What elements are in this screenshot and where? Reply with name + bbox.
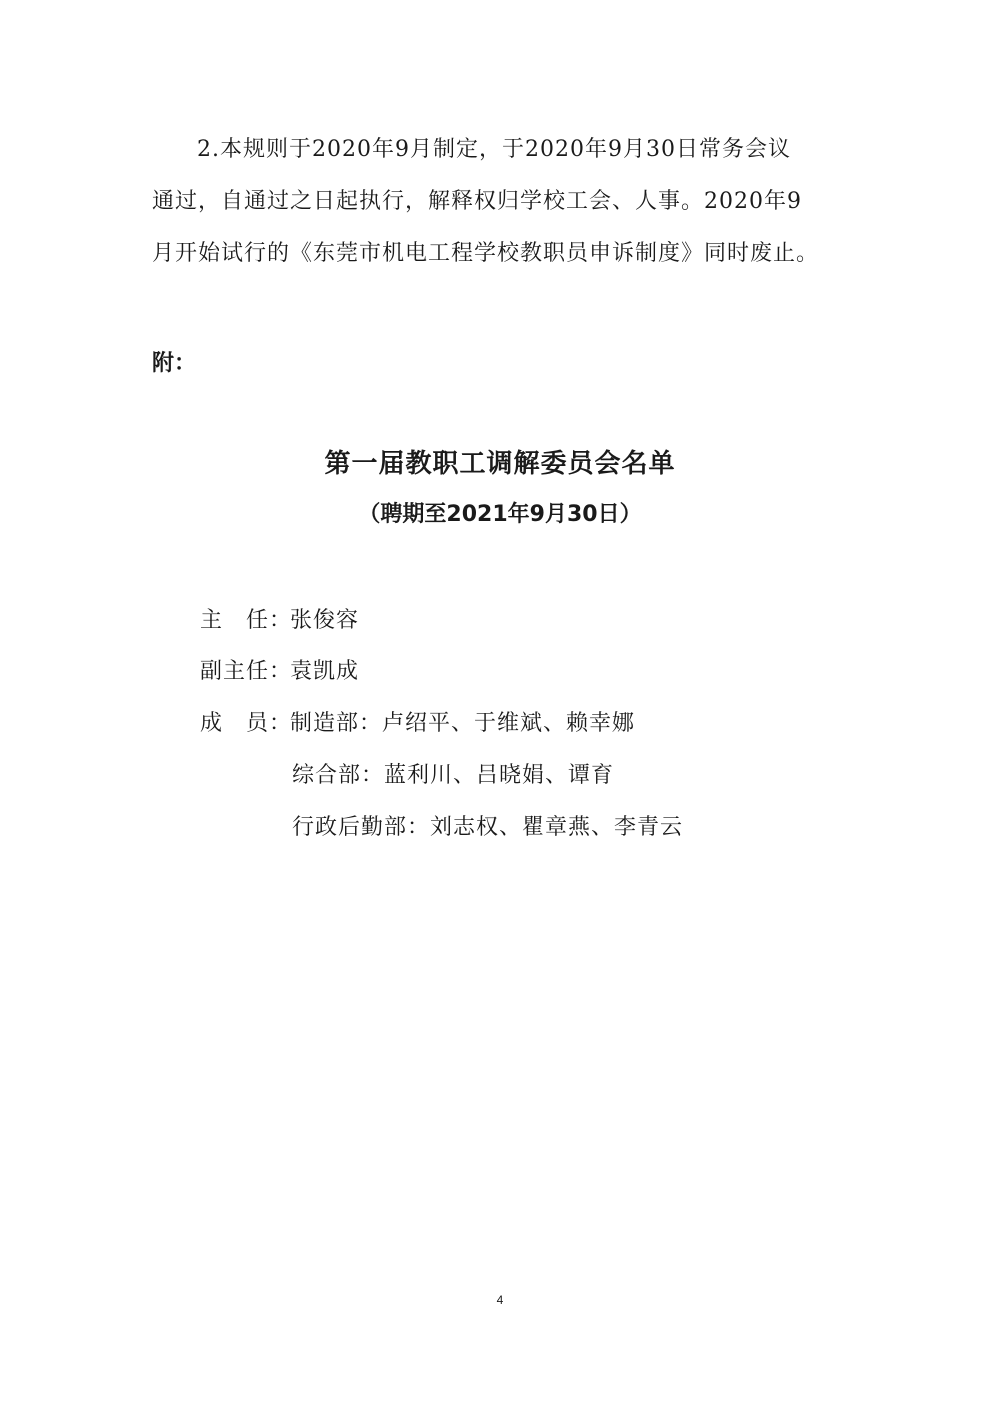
paragraph-line-3: 月开始试行的《东莞市机电工程学校教职员申诉制度》同时废止。 bbox=[152, 241, 820, 266]
director-label: 主 任： bbox=[200, 608, 293, 633]
members-label: 成 员： bbox=[200, 711, 293, 736]
deputy-label: 副主任： bbox=[200, 659, 293, 684]
director-row bbox=[200, 608, 359, 634]
paragraph-line-1: 2.本规则于2020年9月制定，于2020年9月30日常务会议 bbox=[197, 137, 791, 162]
page-number: 4 bbox=[496, 1293, 504, 1307]
paragraph-line-2: 通过，自通过之日起执行，解释权归学校工会、人事。2020年9 bbox=[152, 189, 802, 214]
deputy-row bbox=[200, 659, 359, 685]
director-name: 张俊容 bbox=[290, 608, 360, 633]
term-subtitle: （聘期至2021年9月30日） bbox=[358, 502, 642, 527]
annex-label: 附： bbox=[152, 351, 197, 376]
department-admin-logistics: 行政后勤部：刘志权、瞿章燕、李青云 bbox=[292, 815, 684, 840]
members-row bbox=[200, 711, 635, 737]
department-general: 综合部：蓝利川、吕晓娟、谭育 bbox=[292, 763, 615, 788]
committee-title: 第一届教职工调解委员会名单 bbox=[324, 449, 676, 479]
department-manufacturing: 制造部：卢绍平、于维斌、赖幸娜 bbox=[290, 711, 636, 736]
deputy-name: 袁凯成 bbox=[290, 659, 360, 684]
